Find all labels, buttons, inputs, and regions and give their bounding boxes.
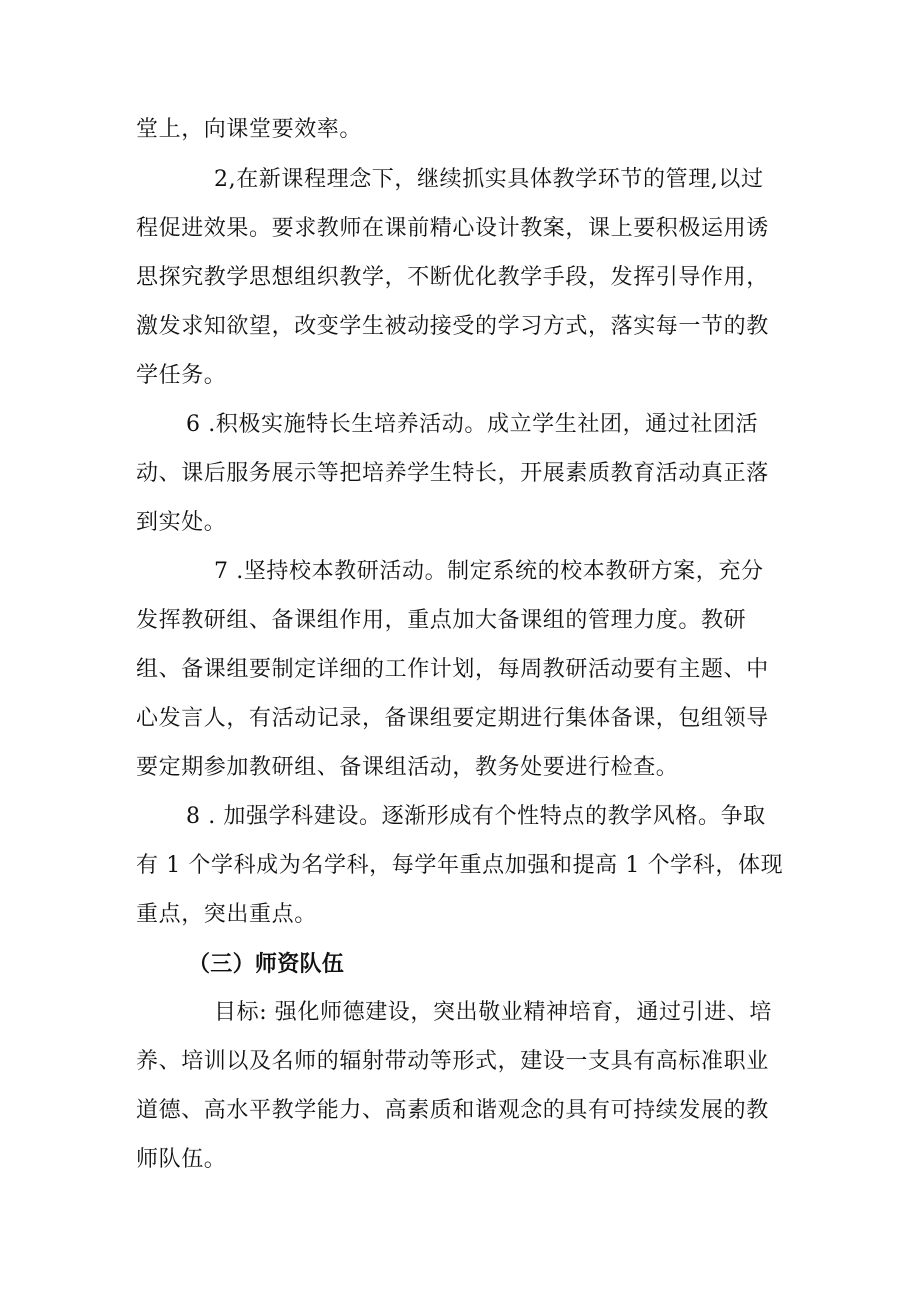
text-line: 有 1 个学科成为名学科，每学年重点加强和提高 1 个学科，体现 [136,853,784,878]
text-line: 目标: 强化师德建设，突出敬业精神培育，通过引进、培 [214,1000,773,1025]
text-line: 师队伍。 [136,1147,227,1172]
text-line: 8 . 加强学科建设。逐渐形成有个性特点的教学风格。争取 [186,804,766,829]
text-line: 学任务。 [136,363,227,388]
text-line: 思探究教学思想组织教学，不断优化教学手段，发挥引导作用， [136,265,769,290]
text-line: 动、课后服务展示等把培养学生特长，开展素质教育活动真正落 [136,461,769,486]
text-line: 2,在新课程理念下，继续抓实具体教学环节的管理,以过 [214,167,764,192]
text-line: 到实处。 [136,510,227,535]
text-line: 6 .积极实施特长生培养活动。成立学生社团，通过社团活 [186,412,759,437]
text-line: 养、培训以及名师的辐射带动等形式，建设一支具有高标准职业 [136,1049,769,1074]
text-line: 发挥教研组、备课组作用，重点加大备课组的管理力度。教研 [136,608,747,633]
text-line: 要定期参加教研组、备课组活动，教务处要进行检查。 [136,755,679,780]
text-line: 心发言人，有活动记录，备课组要定期进行集体备课，包组领导 [136,706,769,731]
section-heading: （三）师资队伍 [188,951,345,977]
text-line: 堂上，向课堂要效率。 [136,117,363,142]
text-line: 激发求知欲望，改变学生被动接受的学习方式，落实每一节的教 [136,314,769,339]
text-line: 重点，突出重点。 [136,902,317,927]
text-line: 程促进效果。要求教师在课前精心设计教案，课上要积极运用诱 [136,216,769,241]
text-line: 道德、高水平教学能力、高素质和谐观念的具有可持续发展的教 [136,1098,769,1123]
text-line: 7 .坚持校本教研活动。制定系统的校本教研方案，充分 [214,559,764,584]
text-line: 组、备课组要制定详细的工作计划，每周教研活动要有主题、中 [136,657,769,682]
